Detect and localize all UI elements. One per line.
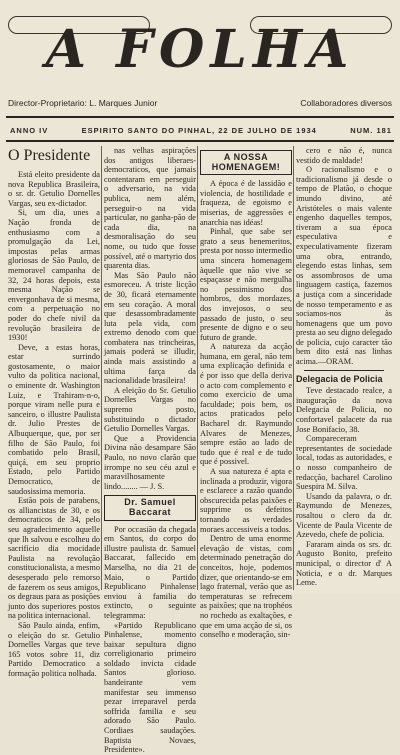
issue-year: ANNO IV [10,125,49,135]
article-paragraph: Está eleito presidente da nova Republica Brasileira, o sr. dr. Getulio Dornelles Vargas, seu ex-dictador. [8,170,100,208]
article-paragraph: O racionalismo e o tradicionalismo já desde o tempo de Platão, o choque imundo divino, até Aristóteles o mais valente engenho daquelles tempos, tiveram a sua época especulativa e expeculativamente fizeram uma obra, entrando, elegendo estas linhas, sem os assombrosos de uma linguagem castiça, fazemos a justiça com a sinceridade de nosso temperamento e as sociamos-nos às homenagens que um povo presta ao seu digno delegado de policia, cujo caracter tão bem dito está nas linhas acima.—ORAM. [296,165,392,367]
header-rule-bottom [6,140,394,142]
article-paragraph: Estão pois de parabens, os alliancistas de 30, e os democraticos de 34, pelo seu agradecimento aquelle que lh salvou e escolheu do sacrificio dia mocidade Paulista na revolução constitucionalista, a mesmo desesperado pelo remorso de fazerem os seus amigos, os degraus para as posições junto dos superiores postos na politica internacional. [8,496,100,621]
director-credit: Director-Proprietario: L. Marques Junior [8,98,158,108]
article-paragraph: A natureza da acção humana, em geral, não tem uma explicação definida e é por isso que della deriva o acto com complemento e como exercicio de uma faculdade; pois bem, os actos praticados pelo Bacharel dr. Raymundo Alvares de Menezes, sempre estão ao lado de tudo que é real e de tudo que é possivel. [200,342,292,467]
issue-info-bar [10,123,392,137]
article-paragraph: Pinhal, que sabe ser grato a seus benemeritos, presta por nosso intermedio uma sincera homenagem àquelle que não vive se espaçasse e não mergulha no pessimismo dos hombros, dos mordazes, dos invejosos, o seu passado de justo, o seu presente de digno e o seu futuro de grande. [200,227,292,342]
article-paragraph: A época é de lassidão e violencia, de hostilidade e fraqueza, de egoismo e miserias, de aggressões e anarchia nas idéas! [200,179,292,227]
article-paragraph: Compareceram representantes de sociedade local, todas as autoridades, e o nosso companheiro de redacção, bacharel Carolino Suespira M. Silva. [296,434,392,492]
article-paragraph: Mas São Paulo não esmoreceu. A triste licção de 30, ficará eternamente em seu coração. A moral que desassombradamente luta pela vida, com extremo denodo com que combatera nas trincheiras, jamais poderá se illudir, ainda mais assistindo a ultima farça da nacionalidade brasileira! [104,270,196,386]
column-divider [293,146,294,590]
section-headline: Delegacia de Policia [296,373,383,384]
column-divider [197,146,198,590]
column-divider [101,146,102,590]
article-paragraph: Dentro de uma enorme elevação de vistas, com determinado penetração do conceitos, hoje, podemos dizer, que orientando-se em lago fraternal, verão que as temperaturas se refrecem as paixões; que na trophéos no rochedo as exaltações, e que em uma acção de si, os conselho e moderação, sin- [200,534,292,640]
article-paragraph: Que a Providencia Divina não desampare São Paulo, no novo clarão que irrompe no seu céu azul e maravilhosamente lindo........ — J. S. [104,433,196,491]
column-3 [200,146,292,640]
article-paragraph: Fararam ainda os srs. dr. Augusto Bonito, prefeito municipal, o director d' A Noticia, e o dr. Marques Leme. [296,539,392,588]
issue-number: NUM. 181 [350,125,392,135]
article-paragraph: cero e não é, nunca vestido de maldade! [296,146,392,165]
masthead-credits [8,98,392,112]
column-4 [296,146,392,590]
header-rule-top [6,116,394,118]
issue-place-date: ESPIRITO SANTO DO PINHAL, 22 DE JULHO DE 1934 [81,125,317,135]
section-separator [304,370,384,371]
article-paragraph: Por occasião da chegada em Santos, do corpo do illustre paulista dr. Samuel Baccarat, fallecido em Marselha, no dia 21 de Maio, o Partido Republicano Pinhalense enviou à familia do extincto, o seguinte telegramma: [104,524,196,620]
column-2 [104,146,196,755]
article-paragraph: A eleição do Sr. Getulio Dornelles Vargas no supremo posto, substituindo o dictador Getulio Dornelles Vargas. [104,385,196,434]
article-paragraph: Deve, a estas horas, estar surrindo gostosamente, o maior vulto da politica nacional, o eminente dr. Washington Luiz, e Trahiram-n-o, porque viram nelle pura e sanceiro, o illustre Paulista dr. Julio Prestes de Albuquerque, que, por ser filho de São Paulo, foi combatido pelo Brasil, quiçá, em seu proprio Estado, pelo Partido Democratico, de saudosissima memoria. [8,342,100,496]
article-paragraph: Teve destacado realce, a inauguração da nova Delegacia de Policia, no confortavel palacete da rua Jose Bonifacio, 38. [296,386,392,434]
masthead [6,14,394,96]
column-1 [8,146,100,678]
newspaper-title: A FOLHA [45,19,355,80]
article-headline-box: Dr. Samuel Baccarat [104,495,196,520]
article-paragraph: Si, um dia, unes a Nação fronda de enthusiasmo com a promulgação da Lei, impostas pelas armas gloriosas de São Paulo, de memoravel campanha de 32, 24 horas depois, esta mesma Nação se envergonhava de si mesma, com a perpetuação no poder do chefe nivil da revolução brasileira de 1930! [8,208,100,343]
article-paragraph: A sua natureza é apta e inclinada a produzir, vigora e esclarece a razão quando obscurecida pelas paixões e supprime os defeitos tornando as verdades moraes accessiveis a todos. [200,467,292,534]
contributors-credit: Collaboradores diversos [300,98,392,108]
article-headline-box: A NOSSA HOMENAGEM! [200,150,292,175]
article-paragraph: São Paulo ainda, enfim, o eleição do sr. Getulio Dornelles Vargas que teve 165 votos sobre 11, diz Partido Democratico a formação politica nolhada. [8,620,100,678]
article-paragraph: nas velhas aspirações dos antigos liberaes-democraticos, que jamais contentaram em perseguir o adversario, na vida publica, nem além, perseguir-o na vida particular, no ganha-pão de cada dia, na desmoralisação do seu nome, ou tudo que fosse possível, até o martyrio dos quarenta dias. [104,146,196,271]
article-paragraph: Usando da palavra, o dr. Raymundo de Menezes, rosaltou o clero da dr. Vicente de Paula Vicente de Azevedo, chefe de policia. [296,491,392,540]
article-paragraph: «Partido Republicano Pinhalense, momento baixar sepultura digno correligionario primeiro soldado invicta cidade Santos glorioso. bandeirante vem manifestar seu immenso pezar irreparavel perda soffrida familia e seu adorado São Paulo. Cordiaes saudações. Baptista Novaes, Presidente». [104,620,196,755]
article-headline: O Presidente [8,147,91,164]
